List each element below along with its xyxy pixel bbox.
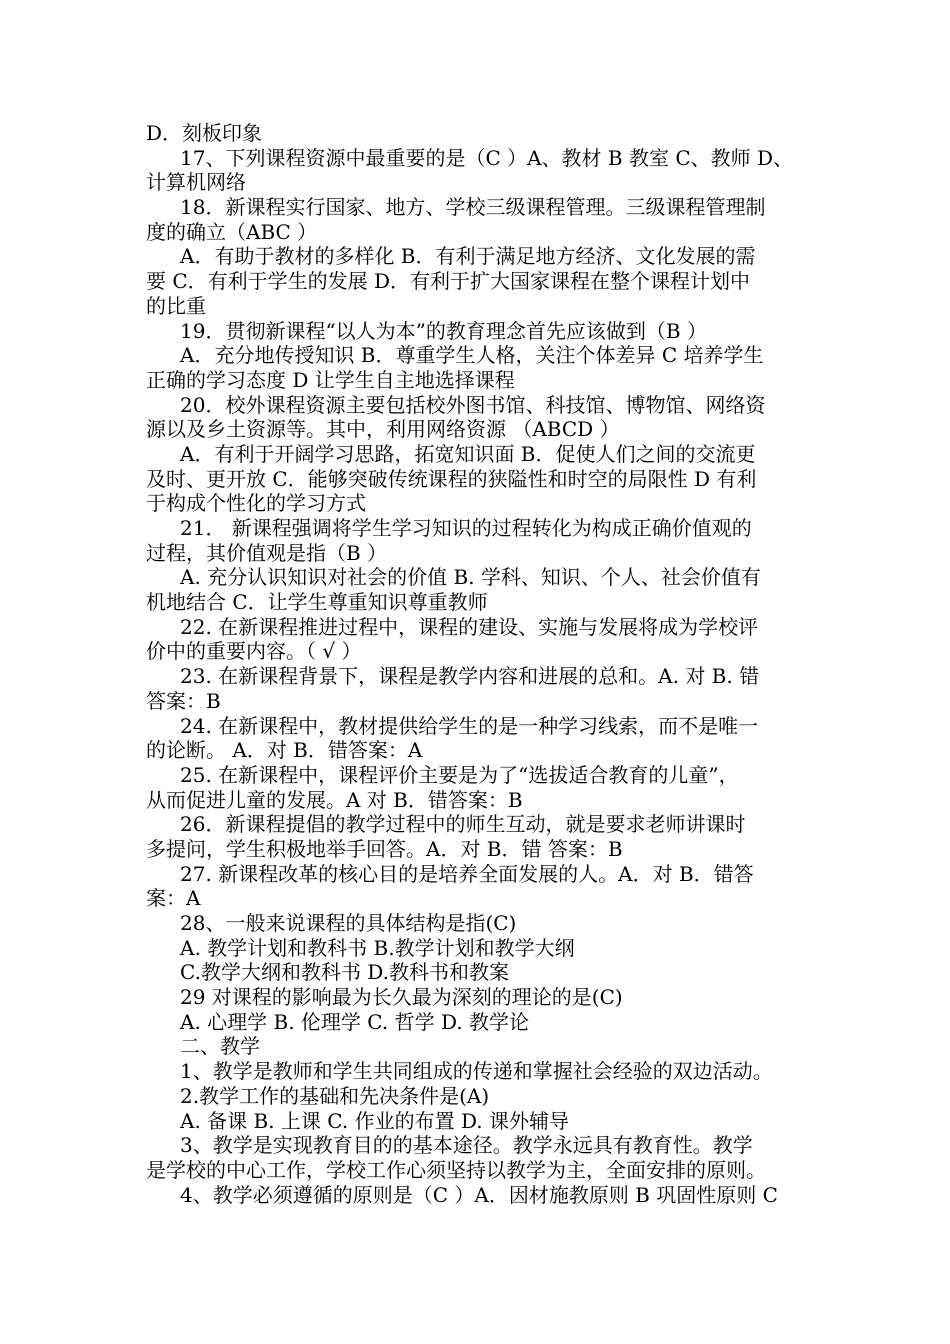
text-line: 及时、更开放 C．能够突破传统课程的狭隘性和时空的局限性 D 有利 xyxy=(146,466,757,491)
text-line: A. 备课 B. 上课 C. 作业的布置 D. 课外辅导 xyxy=(180,1108,569,1133)
text-line: 26．新课程提倡的教学过程中的师生互动，就是要求老师讲课时 xyxy=(180,812,746,837)
text-line: 要 C．有利于学生的发展 D．有利于扩大国家课程在整个课程计划中 xyxy=(146,269,751,294)
text-line: 3、教学是实现教育目的的基本途径。教学永远具有教育性。教学 xyxy=(180,1133,753,1158)
text-line: 17、下列课程资源中最重要的是（C ）A、教材 B 教室 C、教师 D、 xyxy=(180,145,794,170)
text-line: 于构成个性化的学习方式 xyxy=(146,491,366,516)
text-line: 的比重 xyxy=(146,293,206,318)
text-line: 是学校的中心工作，学校工作心须坚持以教学为主，全面安排的原则。 xyxy=(146,1157,766,1182)
text-line: 19．贯彻新课程“以人为本”的教育理念首先应该做到（B ） xyxy=(180,318,707,343)
text-line: 23. 在新课程背景下，课程是教学内容和进展的总和。A. 对 B. 错 xyxy=(180,664,760,689)
text-line: 18．新课程实行国家、地方、学校三级课程管理。三级课程管理制 xyxy=(180,195,766,220)
text-line: 过程，其价值观是指（B ） xyxy=(146,540,388,565)
text-line: 1、教学是教师和学生共同组成的传递和掌握社会经验的双边活动。 xyxy=(180,1059,773,1084)
text-line: 正确的学习态度 D 让学生自主地选择课程 xyxy=(146,367,515,392)
text-line: 24. 在新课程中，教材提供给学生的是一种学习线索，而不是唯一 xyxy=(180,713,759,738)
text-line: 28、一般来说课程的具体结构是指(C) xyxy=(180,911,517,935)
text-line: 机地结合 C．让学生尊重知识尊重教师 xyxy=(146,590,488,615)
text-line: 度的确立（ABC ） xyxy=(146,219,318,244)
text-line: D．刻板印象 xyxy=(146,121,263,145)
text-line: 案：A xyxy=(146,886,201,911)
text-line: 多提问，学生积极地举手回答。A．对 B．错 答案：B xyxy=(146,836,623,861)
text-line: 27. 新课程改革的核心目的是培养全面发展的人。A．对 B．错答 xyxy=(180,861,754,886)
text-line: 价中的重要内容。（ √ ） xyxy=(146,639,362,664)
text-line: 的论断。 A．对 B．错答案：A xyxy=(146,738,423,763)
text-line: 4、教学必须遵循的原则是（C ）A．因材施教原则 B 巩固性原则 C xyxy=(180,1182,778,1207)
text-line: A. 充分认识知识对社会的价值 B. 学科、知识、个人、社会价值有 xyxy=(180,565,761,590)
text-line: 计算机网络 xyxy=(146,170,246,195)
text-line: 二、教学 xyxy=(180,1034,260,1059)
text-line: C.教学大纲和教科书 D.教科书和教案 xyxy=(180,960,509,985)
text-line: 21． 新课程强调将学生学习知识的过程转化为构成正确价值观的 xyxy=(180,516,752,540)
text-line: 22. 在新课程推进过程中，课程的建设、实施与发展将成为学校评 xyxy=(180,614,759,639)
text-line: A．充分地传授知识 B．尊重学生人格，关注个体差异 C 培养学生 xyxy=(180,343,764,368)
text-line: 2.教学工作的基础和先决条件是(A) xyxy=(180,1083,490,1108)
text-line: A. 心理学 B. 伦理学 C. 哲学 D. 教学论 xyxy=(180,1009,529,1034)
text-line: A. 教学计划和教科书 B.教学计划和教学大纲 xyxy=(180,935,575,960)
text-line: 20．校外课程资源主要包括校外图书馆、科技馆、博物馆、网络资 xyxy=(180,392,766,417)
text-line: A．有助于教材的多样化 B．有利于满足地方经济、文化发展的需 xyxy=(180,244,756,269)
text-line: 25. 在新课程中，课程评价主要是为了“选拔适合教育的儿童”， xyxy=(180,762,739,787)
text-line: A．有利于开阔学习思路，拓宽知识面 B．促使人们之间的交流更 xyxy=(180,441,756,466)
text-line: 答案：B xyxy=(146,688,221,713)
text-line: 29 对课程的影响最为长久最为深刻的理论的是(C) xyxy=(180,985,623,1010)
text-line: 从而促进儿童的发展。A 对 B．错答案：B xyxy=(146,787,523,812)
text-line: 源以及乡土资源等。其中，利用网络资源 （ABCD ） xyxy=(146,417,620,442)
